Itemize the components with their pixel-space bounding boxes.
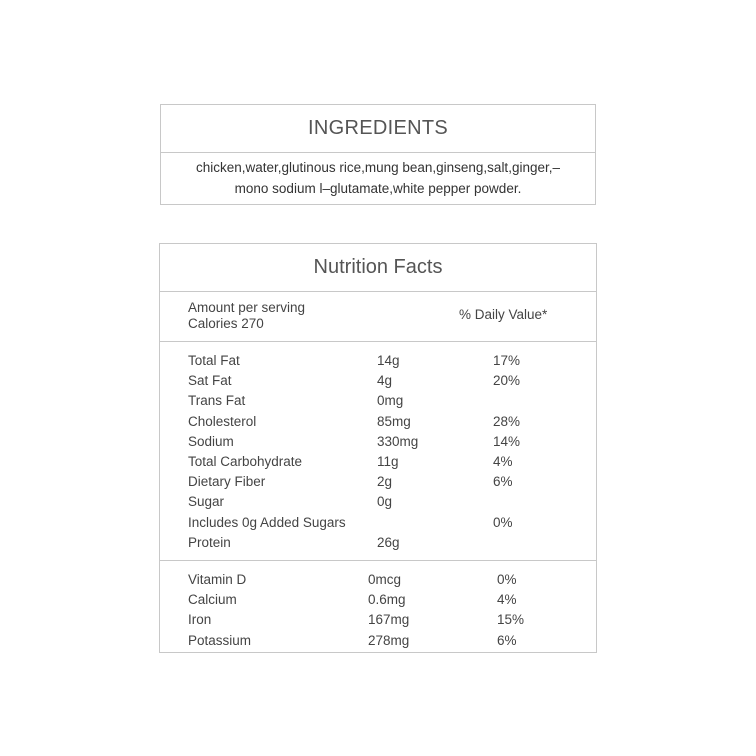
- minerals-table: [160, 561, 596, 651]
- nutrient-amount: 0mg: [377, 393, 404, 409]
- nutrient-name: Protein: [188, 534, 231, 550]
- nutrient-row: [160, 434, 596, 454]
- amount-per-serving-label: Amount per serving: [188, 300, 306, 315]
- nutrient-daily-value: 4%: [493, 454, 513, 469]
- nutrient-daily-value: 28%: [493, 413, 521, 429]
- nutrient-name: Vitamin D: [188, 572, 247, 587]
- ingredients-title: INGREDIENTS: [308, 117, 448, 139]
- nutrient-amount: 4g: [377, 373, 393, 389]
- nutrient-name: Sodium: [188, 433, 234, 449]
- ingredients-line-2: mono sodium l–glutamate,white pepper powder.: [234, 181, 522, 196]
- nutrition-title: Nutrition Facts: [313, 256, 443, 278]
- serving-info: [160, 292, 596, 342]
- nutrient-name: Cholesterol: [188, 413, 257, 429]
- nutrient-name: Sat Fat: [188, 373, 232, 389]
- nutrient-row: [160, 414, 596, 434]
- nutrient-name: Sugar: [188, 494, 225, 510]
- nutrient-amount: 0.6mg: [368, 592, 406, 608]
- nutrient-row: [160, 353, 596, 373]
- nutrient-row: [160, 474, 596, 494]
- nutrient-daily-value: 4%: [497, 592, 517, 608]
- nutrient-name: Calcium: [188, 592, 237, 608]
- calories-label: Calories 270: [188, 316, 264, 331]
- nutrient-row: [160, 633, 596, 653]
- nutrient-row: [160, 373, 596, 393]
- nutrition-header: [160, 244, 596, 292]
- nutrient-name: Total Carbohydrate: [188, 454, 303, 469]
- nutrient-row: [160, 535, 596, 555]
- nutrient-name: Total Fat: [188, 353, 240, 368]
- nutrient-row: [160, 494, 596, 514]
- nutrient-daily-value: 0%: [497, 572, 517, 587]
- nutrient-name: Potassium: [188, 632, 252, 648]
- nutrient-daily-value: 6%: [493, 474, 513, 490]
- nutrient-amount: 11g: [377, 454, 399, 469]
- daily-value-header: % Daily Value*: [459, 307, 548, 322]
- nutrient-row: [160, 612, 596, 632]
- nutrient-daily-value: 20%: [493, 373, 521, 389]
- ingredients-line-1: chicken,water,glutinous rice,mung bean,ginseng,salt,ginger,–: [196, 160, 560, 175]
- nutrient-row: [160, 393, 596, 413]
- nutrient-name: Includes 0g Added Sugars: [188, 514, 346, 530]
- nutrient-daily-value: 6%: [497, 632, 517, 648]
- ingredients-header: [161, 105, 595, 153]
- nutrient-name: Dietary Fiber: [188, 474, 266, 490]
- nutrient-amount: 0g: [377, 494, 393, 510]
- nutrient-daily-value: 0%: [493, 514, 513, 530]
- nutrient-daily-value: 14%: [493, 433, 521, 449]
- nutrient-daily-value: 15%: [497, 612, 525, 628]
- nutrient-row: [160, 592, 596, 612]
- nutrient-name: Iron: [188, 612, 212, 628]
- nutrient-amount: 167mg: [368, 612, 410, 628]
- nutrient-amount: 278mg: [368, 632, 410, 648]
- nutrients-table: [160, 342, 596, 561]
- nutrient-amount: 14g: [377, 353, 400, 368]
- ingredients-list: [161, 153, 595, 199]
- nutrient-amount: 330mg: [377, 433, 419, 449]
- nutrient-name: Trans Fat: [188, 393, 246, 409]
- nutrient-daily-value: 17%: [493, 353, 521, 368]
- nutrient-row: [160, 454, 596, 474]
- ingredients-panel: [160, 104, 596, 205]
- nutrient-row: [160, 572, 596, 592]
- nutrient-row: [160, 515, 596, 535]
- nutrient-amount: 0mcg: [368, 572, 402, 587]
- nutrient-amount: 26g: [377, 534, 400, 550]
- nutrient-amount: 2g: [377, 474, 393, 490]
- nutrient-amount: 85mg: [377, 413, 411, 429]
- nutrition-facts-panel: [159, 243, 597, 653]
